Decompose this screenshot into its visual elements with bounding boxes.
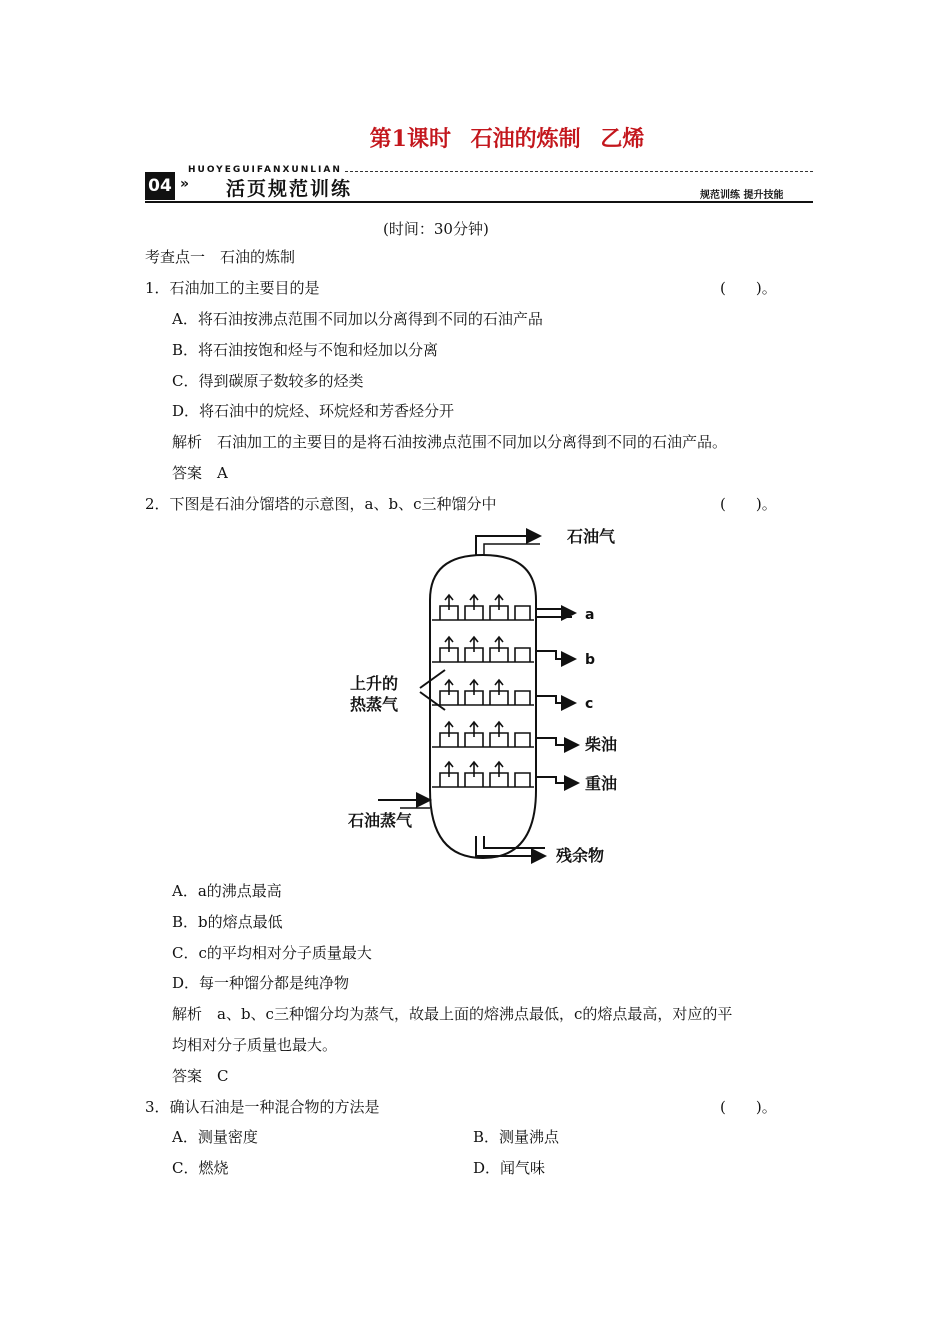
label-diesel: 柴油: [585, 735, 618, 754]
banner-rule: [145, 201, 813, 203]
page-title: [0, 122, 950, 153]
q1-option-d: D．将石油中的烷烃、环烷烃和芳香烃分开: [172, 402, 455, 420]
q1-stem: 1．石油加工的主要目的是: [145, 279, 320, 297]
label-b: b: [585, 652, 596, 668]
q3-answer-blank: ( )。: [720, 1098, 777, 1116]
label-c: c: [585, 696, 594, 712]
tower-shell: [430, 555, 536, 858]
vapor-pointer-lower: [420, 692, 445, 710]
label-rising-2: 热蒸气: [350, 695, 399, 714]
q2-answer-blank: ( )。: [720, 495, 777, 513]
outlet-pipe-diesel: [536, 738, 578, 745]
banner-title: 活页规范训练: [226, 178, 353, 200]
q3-option-c: C．燃烧: [172, 1159, 229, 1177]
banner-slogan: 规范训练 提升技能: [700, 190, 784, 201]
banner-pinyin: HUOYEGUIFANXUNLIAN: [188, 165, 342, 175]
vapor-pointer-upper: [420, 670, 445, 688]
bottom-outlet-pipe: [476, 836, 545, 858]
q1-analysis: 解析 石油加工的主要目的是将石油按沸点范围不同加以分离得到不同的石油产品。: [172, 433, 728, 451]
outlet-pipe-b: [536, 651, 575, 659]
q2-stem: 2．下图是石油分馏塔的示意图，a、b、c三种馏分中: [145, 495, 497, 513]
q2-option-d: D．每一种馏分都是纯净物: [172, 974, 350, 992]
chevron-icon: »: [180, 176, 190, 192]
label-heavy-oil: 重油: [585, 774, 618, 793]
q3-stem: 3．确认石油是一种混合物的方法是: [145, 1098, 380, 1116]
banner-dashed-rule: [345, 171, 813, 172]
topic-refining: 石油的炼制: [470, 126, 581, 152]
q3-option-d: D．闻气味: [473, 1159, 546, 1177]
q2-analysis-line2: 均相对分子质量也最大。: [172, 1036, 338, 1054]
fractionating-tower-diagram: [340, 522, 640, 867]
q1-answer: 答案 A: [172, 464, 228, 482]
q2-option-b: B．b的熔点最低: [172, 913, 283, 931]
banner-number-badge: 04: [145, 172, 175, 200]
label-petroleum-gas: 石油气: [567, 527, 616, 546]
label-rising-1: 上升的: [350, 674, 399, 693]
time-note: (时间：30分钟): [383, 220, 489, 238]
lesson-number: 第1课时: [369, 126, 451, 152]
q3-option-b: B．测量沸点: [473, 1128, 560, 1146]
q1-answer-blank: ( )。: [720, 279, 777, 297]
topic-ethylene: 乙烯: [600, 126, 645, 152]
rising-vapor-arrows: [445, 595, 503, 777]
label-feed-vapor: 石油蒸气: [348, 811, 413, 830]
outlet-pipe-c: [536, 696, 575, 703]
q2-answer: 答案 C: [172, 1067, 229, 1085]
label-residue: 残余物: [556, 846, 605, 865]
q3-option-a: A．测量密度: [172, 1128, 258, 1146]
bubble-caps: [440, 606, 530, 787]
section-heading: 考查点一 石油的炼制: [145, 248, 296, 266]
q1-option-a: A．将石油按沸点范围不同加以分离得到不同的石油产品: [172, 310, 543, 328]
q1-option-c: C．得到碳原子数较多的烃类: [172, 372, 364, 390]
q2-option-c: C．c的平均相对分子质量最大: [172, 944, 372, 962]
top-outlet-pipe: [476, 536, 540, 556]
tray-group: [432, 595, 534, 787]
label-a: a: [585, 607, 595, 623]
q2-analysis-line1: 解析 a、b、c三种馏分均为蒸气，故最上面的熔沸点最低，c的熔点最高，对应的平: [172, 1005, 733, 1023]
q2-option-a: A．a的沸点最高: [172, 882, 282, 900]
outlet-pipe-heavy: [536, 777, 578, 783]
q1-option-b: B．将石油按饱和烃与不饱和烃加以分离: [172, 341, 439, 359]
